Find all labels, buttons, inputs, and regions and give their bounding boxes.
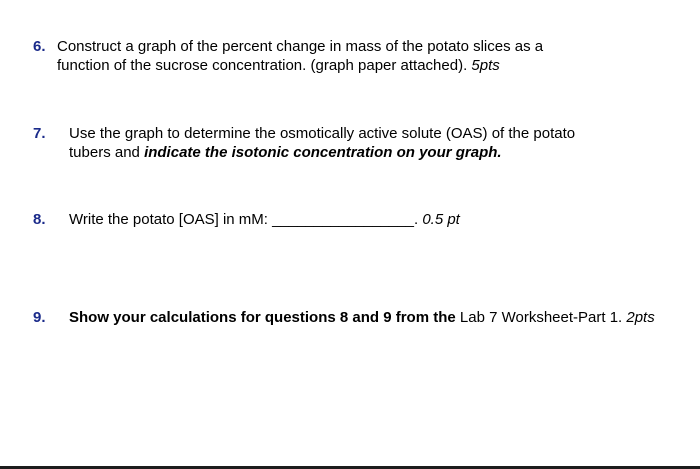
- answer-blank[interactable]: _________________: [272, 211, 414, 228]
- question-text: .: [413, 211, 423, 228]
- question-number: 7.: [33, 125, 46, 142]
- emphasized-instruction: indicate the isotonic concentration on your graph.: [144, 144, 502, 161]
- question-text-line: Use the graph to determine the osmotically active solute (OAS) of the potato: [69, 125, 576, 142]
- points-label: 0.5 pt: [422, 211, 460, 228]
- points-label: 2pts: [626, 309, 655, 326]
- points-label: 5pts: [471, 57, 500, 74]
- question-text-line: [69, 143, 575, 162]
- question-body: [69, 124, 575, 162]
- question-body: [69, 308, 655, 327]
- question-text-bold: Show your calculations for questions 8 and 9 from the: [69, 309, 456, 326]
- question-text: Write the potato [OAS] in mM:: [69, 211, 273, 228]
- question-text-line: [69, 308, 655, 327]
- question-text: function of the sucrose concentration. (graph paper attached).: [57, 57, 472, 74]
- question-text: tubers and: [69, 144, 145, 161]
- question-number: 9.: [33, 309, 46, 326]
- question-text-line: [57, 56, 543, 75]
- question-9: [33, 308, 655, 327]
- question-text-line: Construct a graph of the percent change in mass of the potato slices as a: [57, 38, 544, 55]
- question-7: [33, 124, 575, 162]
- question-text: Lab 7 Worksheet-Part 1.: [455, 309, 627, 326]
- question-number: 6.: [33, 38, 46, 55]
- question-body: [69, 210, 460, 229]
- question-6: [33, 37, 543, 75]
- question-number: 8.: [33, 211, 46, 228]
- question-body: [57, 37, 543, 75]
- question-text-line: [69, 210, 460, 229]
- question-8: [33, 210, 460, 229]
